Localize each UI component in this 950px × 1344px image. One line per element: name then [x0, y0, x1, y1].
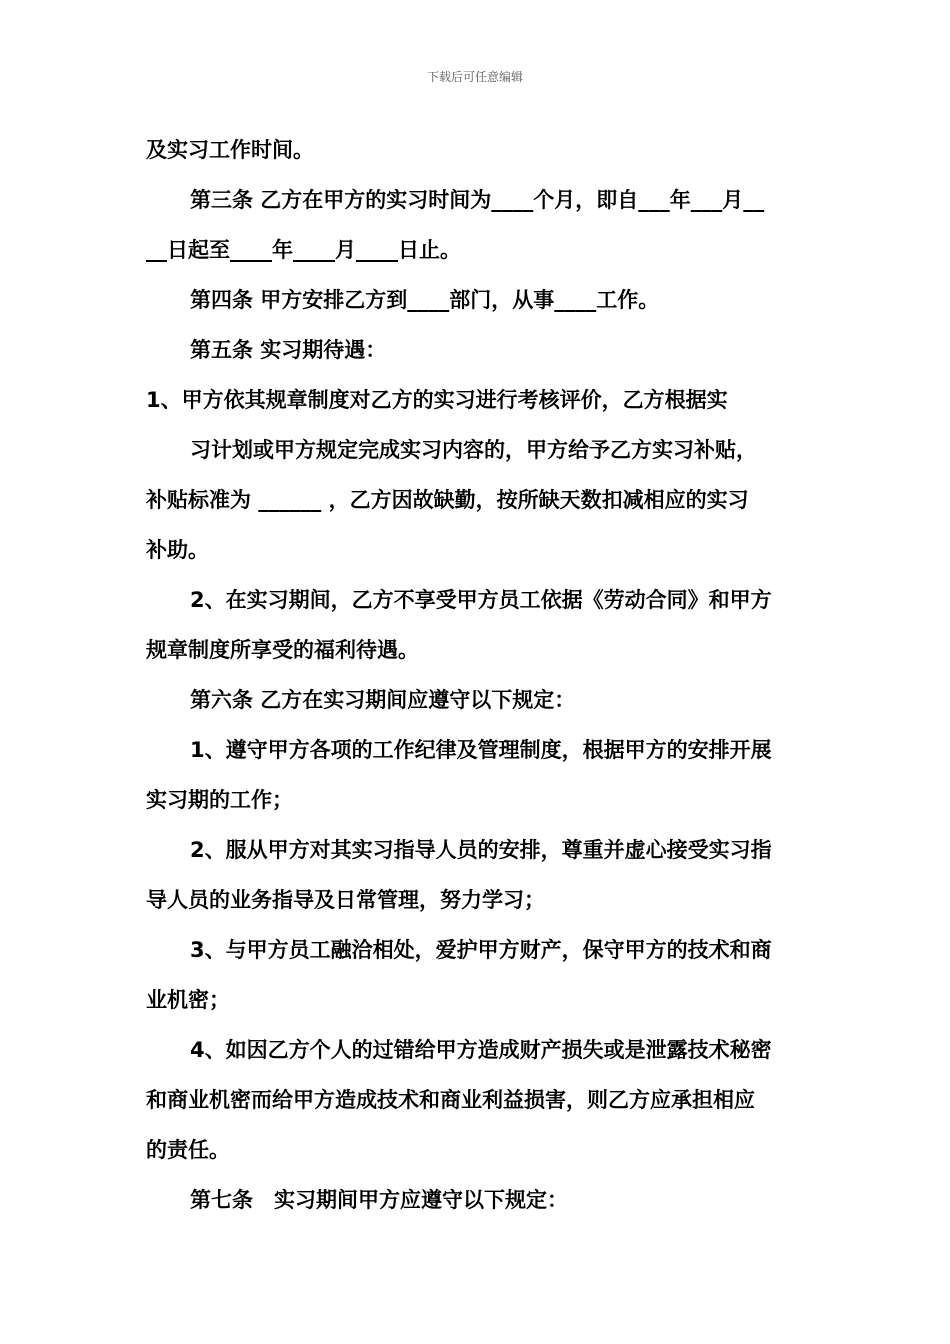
text-line: 导人员的业务指导及日常管理，努力学习； — [146, 888, 545, 912]
text-line: 及实习工作时间。 — [146, 138, 314, 162]
text-line: 的责任。 — [146, 1138, 230, 1162]
article-6-heading: 第六条 乙方在实习期间应遵守以下规定： — [190, 688, 576, 712]
text-line: 业机密； — [146, 988, 230, 1012]
article-7-heading: 第七条 实习期间甲方应遵守以下规定： — [190, 1188, 568, 1212]
list-item: 2、服从甲方对其实习指导人员的安排，尊重并虚心接受实习指 — [190, 838, 772, 862]
text-line: 补贴标准为 ______ ，乙方因故缺勤，按所缺天数扣减相应的实习 — [146, 488, 749, 512]
text-line: 规章制度所享受的福利待遇。 — [146, 638, 419, 662]
article-5-heading: 第五条 实习期待遇： — [190, 338, 387, 362]
text-line: __日起至____年____月____日止。 — [146, 238, 461, 262]
list-item: 3、与甲方员工融洽相处，爱护甲方财产，保守甲方的技术和商 — [190, 938, 772, 962]
article-4-heading: 第四条 甲方安排乙方到____部门，从事____工作。 — [190, 288, 660, 312]
text-line: 补助。 — [146, 538, 209, 562]
list-item: 4、如因乙方个人的过错给甲方造成财产损失或是泄露技术秘密 — [190, 1038, 772, 1062]
list-item: 1、甲方依其规章制度对乙方的实习进行考核评价，乙方根据实 — [146, 388, 728, 412]
text-line: 和商业机密而给甲方造成技术和商业利益损害，则乙方应承担相应 — [146, 1088, 755, 1112]
list-item: 1、遵守甲方各项的工作纪律及管理制度，根据甲方的安排开展 — [190, 738, 772, 762]
article-3-heading: 第三条 乙方在甲方的实习时间为____个月，即自___年___月__ — [190, 188, 765, 212]
page-header: 下载后可任意编辑 — [426, 70, 523, 84]
list-item: 2、在实习期间，乙方不享受甲方员工依据《劳动合同》和甲方 — [190, 588, 772, 612]
text-line: 习计划或甲方规定完成实习内容的，甲方给予乙方实习补贴， — [190, 438, 757, 462]
text-line: 实习期的工作； — [146, 788, 293, 812]
